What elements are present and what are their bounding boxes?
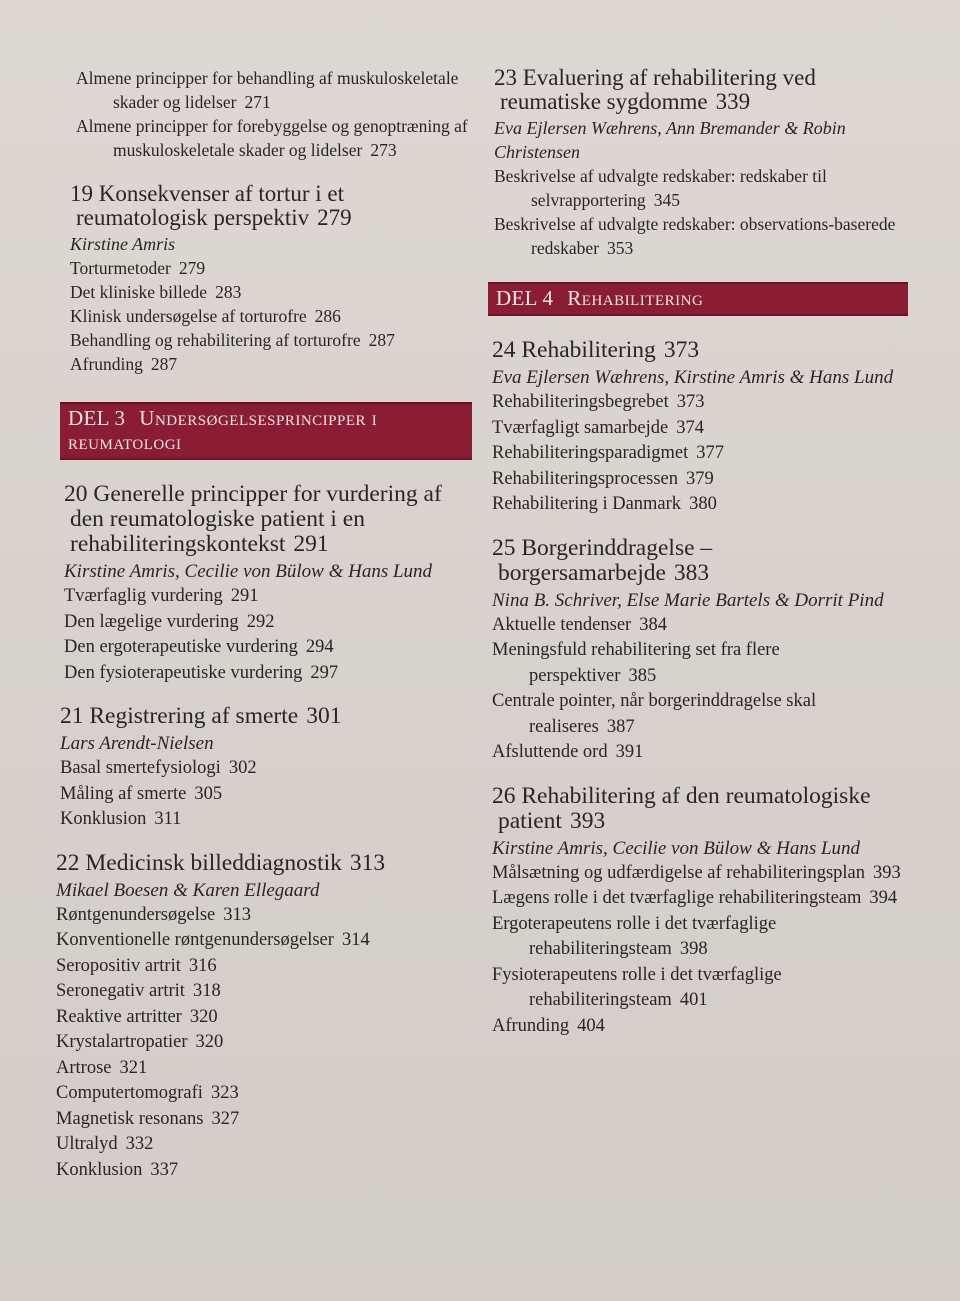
chapter-26 [488,784,908,1040]
continued-chapter-section [54,66,472,162]
toc-entry: Lægens rolle i det tværfaglige rehabiliteringsteam 394 [492,888,898,908]
part-number: DEL 4 [496,286,554,310]
toc-entry: Den lægelige vurdering 292 [64,611,275,632]
toc-entry: Konventionelle røntgenundersøgelser 314 [56,930,370,950]
chapter-authors: Kirstine Amris [70,234,176,254]
chapter-title: 21 Registrering af smerte 301 [60,703,342,729]
toc-entry: Ultralyd 332 [56,1134,154,1154]
toc-entry: Måling af smerte 305 [60,783,223,804]
chapter-authors: Kirstine Amris, Cecilie von Bülow & Hans Lund [64,561,433,582]
toc-entry: Ergoterapeutens rolle i det tværfaglige rehabiliteringsteam 398 [492,913,777,959]
toc-entry: Almene principper for behandling af muskuloskeletale skader og lidelser 271 [76,68,459,112]
toc-entry: Meningsfuld rehabilitering set fra flere perspektiver 385 [492,640,780,686]
chapter-20 [54,482,472,686]
toc-entry: Den fysioterapeutiske vurdering 297 [64,662,339,683]
part-name: Undersøgelsesprincipper i reumatologi [68,406,378,454]
toc-entry: Målsætning og udfærdigelse af rehabiliteringsplan 393 [492,862,901,883]
toc-entry: Rehabiliteringsbegrebet 373 [492,392,705,412]
part-3-banner [60,402,472,460]
toc-entry: Behandling og rehabilitering af torturofre 287 [70,330,395,350]
toc-entry: Computertomografi 323 [56,1083,239,1103]
chapter-title: 22 Medicinsk billeddiagnostik 313 [56,849,386,876]
toc-entry: Beskrivelse af udvalgte redskaber: redskaber til selvrapportering 345 [494,166,827,210]
toc-entry: Afrunding 287 [70,354,178,374]
chapter-title: 20 Generelle principper for vurdering af den reumatologiske patient i en rehabiliteringskontekst 291 [64,481,442,557]
chapter-authors: Eva Ejlersen Wæhrens, Ann Bremander & Robin Christensen [494,118,846,162]
toc-entry: Artrose 321 [56,1057,148,1078]
left-column [54,66,472,1201]
toc-entry: Klinisk undersøgelse af torturofre 286 [70,306,341,326]
chapter-title: 25 Borgerinddragelse – borgersamarbejde 383 [492,534,713,586]
toc-entry: Konklusion 337 [56,1159,179,1180]
chapter-22 [54,851,472,1184]
toc-entry: Seronegativ artrit 318 [56,981,221,1001]
toc-entry: Rehabilitering i Danmark 380 [492,494,717,514]
toc-entry: Reaktive artritter 320 [56,1006,218,1027]
toc-entry: Afrunding 404 [492,1015,605,1036]
toc-entry: Røntgenundersøgelse 313 [56,904,252,925]
toc-entry: Tværfaglig vurdering 291 [64,586,259,606]
toc-entry: Afsluttende ord 391 [492,742,644,762]
toc-entry: Centrale pointer, når borgerinddragelse skal realiseres 387 [492,691,817,737]
toc-entry: Basal smertefysiologi 302 [60,758,257,778]
toc-entry: Rehabiliteringsparadigmet 377 [492,443,724,463]
toc-entry: Torturmetoder 279 [70,258,206,278]
chapter-authors: Kirstine Amris, Cecilie von Bülow & Hans Lund [492,837,861,859]
right-column [488,66,908,1057]
chapter-21 [54,704,472,833]
toc-entry: Krystalartropatier 320 [56,1032,224,1052]
toc-entry: Fysioterapeutens rolle i det tværfaglige rehabiliteringsteam 401 [492,964,782,1010]
chapter-19 [54,182,472,376]
chapter-title: 19 Konsekvenser af tortur i et reumatologisk perspektiv 279 [70,181,352,230]
chapter-title: 26 Rehabilitering af den reumatologiske patient 393 [492,782,871,834]
toc-entry: Den ergoterapeutiske vurdering 294 [64,637,334,657]
chapter-authors: Eva Ejlersen Wæhrens, Kirstine Amris & Hans Lund [492,367,894,388]
toc-entry: Beskrivelse af udvalgte redskaber: observations-baserede redskaber 353 [494,214,896,258]
part-name: Rehabilitering [567,286,704,310]
chapter-title: 23 Evaluering af rehabilitering ved reumatiske sygdomme 339 [494,65,816,114]
part-number: DEL 3 [68,406,126,430]
part-4-banner [488,282,908,316]
toc-entry: Almene principper for forebyggelse og genoptræning af muskuloskeletale skader og lidelser 273 [76,116,468,160]
chapter-authors: Lars Arendt-Nielsen [60,733,214,754]
toc-entry: Seropositiv artrit 316 [56,955,217,976]
chapter-authors: Nina B. Schriver, Else Marie Bartels & Dorrit Pind [492,589,884,611]
chapter-24 [488,338,908,518]
toc-entry: Aktuelle tendenser 384 [492,614,667,635]
toc-entry: Rehabiliteringsprocessen 379 [492,468,714,489]
toc-entry: Magnetisk resonans 327 [56,1108,240,1129]
chapter-title: 24 Rehabilitering 373 [492,337,700,363]
chapter-23 [488,66,908,260]
toc-entry: Det kliniske billede 283 [70,282,242,302]
chapter-25 [488,536,908,766]
chapter-authors: Mikael Boesen & Karen Ellegaard [56,879,320,901]
toc-entry: Tværfagligt samarbejde 374 [492,417,704,438]
toc-entry: Konklusion 311 [60,809,182,829]
